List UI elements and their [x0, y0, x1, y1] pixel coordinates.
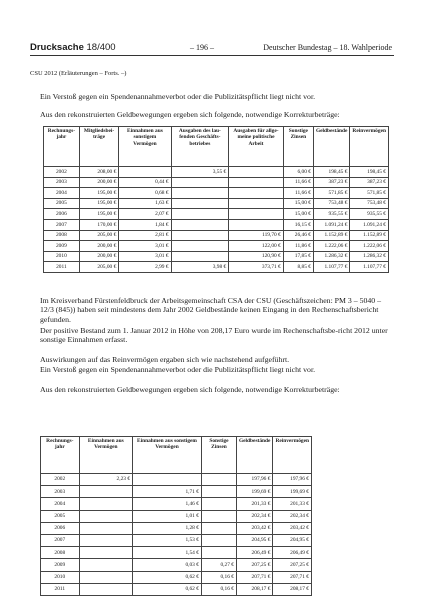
column-header: Geldbestände — [313, 127, 349, 167]
amount-cell: 1.091,24 € — [313, 219, 349, 230]
table-row — [41, 547, 312, 559]
amount-cell: 1.222,06 € — [350, 241, 389, 252]
amount-cell: 0,27 € — [201, 559, 236, 571]
amount-cell — [201, 498, 236, 510]
year-cell: 2010 — [41, 571, 80, 583]
column-header: Sonstige Zinsen — [201, 437, 236, 474]
amount-cell: 205,00 € — [79, 262, 119, 273]
section-label: CSU 2012 (Erläuterungen – Forts. –) — [30, 70, 127, 77]
amount-cell: 571,85 € — [350, 188, 389, 199]
amount-cell — [201, 474, 236, 486]
table-row — [41, 498, 312, 510]
amount-cell: 2,07 € — [119, 209, 171, 220]
amount-cell — [229, 219, 284, 230]
year-cell: 2010 — [44, 251, 80, 262]
amount-cell: 201,33 € — [236, 498, 272, 510]
amount-cell: 202,34 € — [273, 510, 312, 522]
amount-cell — [79, 498, 132, 510]
amount-cell: 201,33 € — [273, 498, 312, 510]
table-row — [41, 559, 312, 571]
amount-cell: 753,48 € — [313, 198, 349, 209]
amount-cell: 0,03 € — [133, 559, 202, 571]
amount-cell: 203,42 € — [236, 522, 272, 534]
year-cell: 2008 — [41, 547, 80, 559]
column-header: Rechnungs-jahr — [41, 437, 80, 474]
print-number-value: 18/400 — [86, 42, 116, 53]
year-cell: 2003 — [44, 177, 80, 188]
column-header: Reinvermögen — [273, 437, 312, 474]
amount-cell: 198,45 € — [350, 167, 389, 178]
amount-cell — [79, 534, 132, 546]
column-header: Sonstige Zinsen — [283, 127, 313, 167]
amount-cell — [171, 230, 229, 241]
amount-cell: 1,28 € — [133, 522, 202, 534]
column-header: Einnahmen aus sonstigem Vermögen — [119, 127, 171, 167]
amount-cell: 11,66 € — [283, 188, 313, 199]
amount-cell: 202,34 € — [236, 510, 272, 522]
amount-cell: 935,55 € — [350, 209, 389, 220]
amount-cell — [171, 188, 229, 199]
column-header: Mitgliedsbei-träge — [79, 127, 119, 167]
amount-cell: 197,96 € — [273, 474, 312, 486]
table-row — [44, 209, 389, 220]
amount-cell: 1.286,32 € — [313, 251, 349, 262]
paragraph-6: Ein Verstoß gegen ein Spendenannahmeverbot oder die Publizitätspflicht liegt nicht vor. — [40, 365, 316, 374]
amount-cell — [79, 571, 132, 583]
amount-cell: 208,00 € — [79, 167, 119, 178]
amount-cell — [171, 241, 229, 252]
table-row — [44, 219, 389, 230]
paragraph-3: Im Kreisverband Fürstenfeldbruck der Arbeitsgemeinschaft CSA der CSU (Geschäftszeichen: PM 3 – 5040 – 12/3 (845)) haben seit mindestens dem Jahr 2002 Geldbestände keinen Eingang in den Rechenschaftsbericht gefunden. — [40, 296, 382, 324]
column-header: Einnahmen aus sonstigem Vermögen — [133, 437, 202, 474]
amount-cell — [133, 474, 202, 486]
table-row — [41, 583, 312, 595]
correction-table-1 — [43, 126, 389, 273]
table-header-row — [41, 437, 312, 474]
amount-cell — [229, 209, 284, 220]
year-cell: 2007 — [44, 219, 80, 230]
amount-cell: 1,71 € — [133, 486, 202, 498]
amount-cell: 204,95 € — [273, 534, 312, 546]
amount-cell: 1.222,06 € — [313, 241, 349, 252]
amount-cell: 15,00 € — [283, 198, 313, 209]
amount-cell: 8,85 € — [283, 262, 313, 273]
paragraph-5: Auswirkungen auf das Reinvermögen ergaben sich wie nachstehend aufgeführt. — [40, 355, 290, 364]
amount-cell: 3,01 € — [119, 251, 171, 262]
amount-cell: 387,23 € — [313, 177, 349, 188]
amount-cell: 198,45 € — [313, 167, 349, 178]
amount-cell: 11,66 € — [283, 177, 313, 188]
table-row — [44, 177, 389, 188]
year-cell: 2006 — [41, 522, 80, 534]
amount-cell — [201, 486, 236, 498]
amount-cell: 204,95 € — [236, 534, 272, 546]
print-label: Drucksache — [30, 42, 84, 53]
table-row — [44, 262, 389, 273]
correction-table-2 — [40, 436, 312, 596]
year-cell: 2002 — [44, 167, 80, 178]
amount-cell: 122,00 € — [229, 241, 284, 252]
amount-cell: 206,49 € — [236, 547, 272, 559]
year-cell: 2011 — [44, 262, 80, 273]
year-cell: 2007 — [41, 534, 80, 546]
amount-cell: 26,46 € — [283, 230, 313, 241]
amount-cell — [229, 198, 284, 209]
amount-cell: 935,55 € — [313, 209, 349, 220]
amount-cell — [171, 219, 229, 230]
year-cell: 2009 — [41, 559, 80, 571]
amount-cell: 1,53 € — [133, 534, 202, 546]
year-cell: 2004 — [41, 498, 80, 510]
amount-cell — [79, 583, 132, 595]
amount-cell: 0,16 € — [201, 571, 236, 583]
table-row — [41, 522, 312, 534]
amount-cell: 17,85 € — [283, 251, 313, 262]
amount-cell: 195,00 € — [79, 209, 119, 220]
paragraph-7: Aus den rekonstruierten Geldbewegungen ergeben sich folgende, notwendige Korrekturbeträge: — [40, 385, 340, 394]
amount-cell: 1.107,77 € — [313, 262, 349, 273]
year-cell: 2003 — [41, 486, 80, 498]
column-header: Ausgaben des lau-fenden Geschäfts-betriebes — [171, 127, 229, 167]
table-row — [41, 474, 312, 486]
page-number: – 196 – — [190, 43, 214, 52]
amount-cell: 1.286,32 € — [350, 251, 389, 262]
amount-cell: 373,71 € — [229, 262, 284, 273]
amount-cell: 205,00 € — [79, 230, 119, 241]
amount-cell: 170,00 € — [79, 219, 119, 230]
column-header: Rechnungs-jahr — [44, 127, 80, 167]
amount-cell — [229, 177, 284, 188]
amount-cell: 387,23 € — [350, 177, 389, 188]
amount-cell — [171, 251, 229, 262]
paragraph-2: Aus den rekonstruierten Geldbewegungen ergeben sich folgende, notwendige Korrekturbeträge: — [40, 110, 340, 119]
amount-cell: 753,48 € — [350, 198, 389, 209]
table-row — [44, 167, 389, 178]
table-row — [41, 510, 312, 522]
amount-cell: 200,00 € — [79, 251, 119, 262]
table-row — [44, 198, 389, 209]
table-row — [44, 241, 389, 252]
amount-cell — [79, 486, 132, 498]
year-cell: 2006 — [44, 209, 80, 220]
year-cell: 2002 — [41, 474, 80, 486]
amount-cell — [229, 167, 284, 178]
amount-cell: 195,00 € — [79, 188, 119, 199]
amount-cell: 15,00 € — [283, 209, 313, 220]
amount-cell — [201, 522, 236, 534]
year-cell: 2008 — [44, 230, 80, 241]
amount-cell: 0,68 € — [119, 188, 171, 199]
amount-cell: 199,69 € — [273, 486, 312, 498]
amount-cell — [201, 534, 236, 546]
amount-cell: 199,69 € — [236, 486, 272, 498]
amount-cell: 571,85 € — [313, 188, 349, 199]
amount-cell: 1,54 € — [133, 547, 202, 559]
table-row — [41, 486, 312, 498]
amount-cell: 206,49 € — [273, 547, 312, 559]
table-header-row — [44, 127, 389, 167]
amount-cell: 120,90 € — [229, 251, 284, 262]
amount-cell — [171, 177, 229, 188]
amount-cell: 119,70 € — [229, 230, 284, 241]
table-row — [41, 571, 312, 583]
amount-cell: 0,44 € — [119, 177, 171, 188]
amount-cell — [119, 167, 171, 178]
amount-cell — [79, 547, 132, 559]
column-header: Ausgaben für allge-meine politische Arbeit — [229, 127, 284, 167]
column-header: Geldbestände — [236, 437, 272, 474]
amount-cell: 200,00 € — [79, 177, 119, 188]
publisher: Deutscher Bundestag – 18. Wahlperiode — [263, 43, 392, 52]
amount-cell: 1,84 € — [119, 219, 171, 230]
header-rule — [30, 55, 394, 56]
paragraph-1: Ein Verstoß gegen ein Spendenannahmeverbot oder die Publizitätspflicht liegt nicht vor. — [40, 92, 316, 101]
amount-cell: 2,81 € — [119, 230, 171, 241]
year-cell: 2009 — [44, 241, 80, 252]
amount-cell: 207,71 € — [236, 571, 272, 583]
amount-cell — [171, 198, 229, 209]
amount-cell — [79, 522, 132, 534]
table-row — [44, 251, 389, 262]
amount-cell: 3,01 € — [119, 241, 171, 252]
amount-cell: 1.152,89 € — [350, 230, 389, 241]
amount-cell: 1,63 € — [119, 198, 171, 209]
amount-cell: 3,98 € — [171, 262, 229, 273]
amount-cell: 1,01 € — [133, 510, 202, 522]
year-cell: 2011 — [41, 583, 80, 595]
amount-cell — [79, 510, 132, 522]
table-row — [41, 534, 312, 546]
amount-cell: 200,00 € — [79, 241, 119, 252]
amount-cell — [79, 559, 132, 571]
amount-cell: 2,23 € — [79, 474, 132, 486]
amount-cell: 0,62 € — [133, 571, 202, 583]
amount-cell: 207,25 € — [236, 559, 272, 571]
amount-cell: 203,42 € — [273, 522, 312, 534]
table-row — [44, 230, 389, 241]
amount-cell: 1.107,77 € — [350, 262, 389, 273]
table-body — [41, 474, 312, 596]
amount-cell: 208,17 € — [273, 583, 312, 595]
print-number — [30, 42, 116, 53]
amount-cell: 6,00 € — [283, 167, 313, 178]
amount-cell: 207,71 € — [273, 571, 312, 583]
amount-cell: 16,15 € — [283, 219, 313, 230]
table-body — [44, 167, 389, 273]
amount-cell: 195,00 € — [79, 198, 119, 209]
paragraph-4: Der positive Bestand zum 1. Januar 2012 in Höhe von 208,17 Euro wurde im Rechenschaftsbe-richt 2012 unter sonstige Einnahmen erfasst. — [40, 326, 388, 345]
amount-cell: 1,46 € — [133, 498, 202, 510]
table-row — [44, 188, 389, 199]
amount-cell: 197,96 € — [236, 474, 272, 486]
column-header: Reinvermögen — [350, 127, 389, 167]
amount-cell — [171, 209, 229, 220]
amount-cell — [229, 188, 284, 199]
amount-cell: 0,16 € — [201, 583, 236, 595]
amount-cell: 1.091,24 € — [350, 219, 389, 230]
amount-cell: 1.152,89 € — [313, 230, 349, 241]
year-cell: 2005 — [41, 510, 80, 522]
amount-cell: 0,62 € — [133, 583, 202, 595]
amount-cell — [201, 510, 236, 522]
column-header: Einnahmen aus Vermögen — [79, 437, 132, 474]
amount-cell: 208,17 € — [236, 583, 272, 595]
amount-cell: 207,25 € — [273, 559, 312, 571]
year-cell: 2005 — [44, 198, 80, 209]
amount-cell — [201, 547, 236, 559]
amount-cell: 2,99 € — [119, 262, 171, 273]
year-cell: 2004 — [44, 188, 80, 199]
amount-cell: 11,86 € — [283, 241, 313, 252]
amount-cell: 3,55 € — [171, 167, 229, 178]
